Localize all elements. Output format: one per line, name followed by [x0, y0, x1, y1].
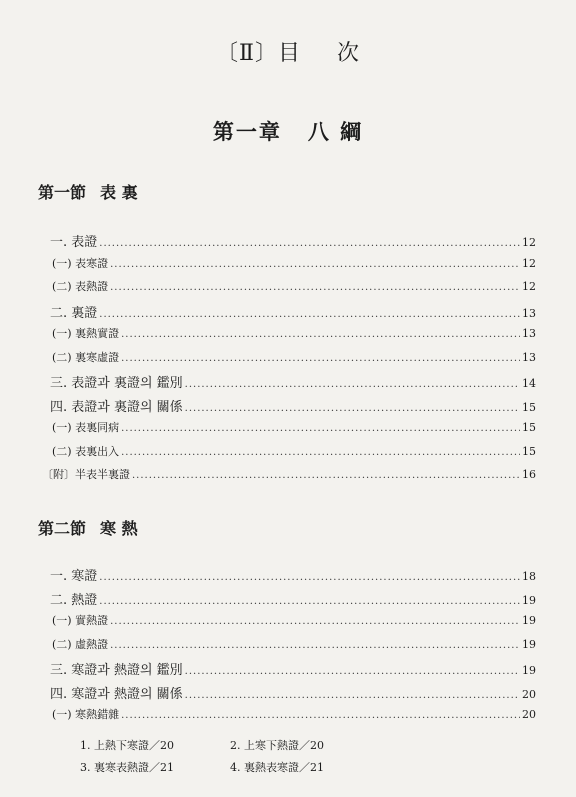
leader-dots — [121, 353, 520, 364]
leader-dots — [121, 447, 520, 458]
leader-dots — [185, 379, 520, 390]
toc-entry-label: (一) 表裏同病 — [52, 421, 120, 434]
toc-entry[interactable] — [38, 419, 536, 443]
subitem-grid — [80, 734, 420, 778]
toc-entry-page: 12 — [522, 256, 536, 270]
leader-dots — [185, 690, 520, 701]
toc-entry[interactable] — [38, 325, 536, 349]
toc-entry-page: 13 — [522, 306, 536, 320]
toc-entry[interactable] — [38, 683, 536, 707]
toc-entry-label: 一. 表證 — [50, 235, 98, 250]
toc-entry-label: 二. 熱證 — [50, 592, 98, 608]
toc-entry-page: 19 — [522, 614, 536, 627]
toc-entry-page: 18 — [522, 570, 536, 583]
subitem-row — [80, 756, 420, 778]
section-number: 第二節 — [38, 519, 87, 538]
subitem[interactable]: 2. 上寒下熱證／20 — [230, 739, 324, 752]
toc-list-section-1 — [38, 231, 536, 490]
toc-entry[interactable] — [38, 231, 536, 255]
leader-dots — [99, 596, 520, 607]
leader-dots — [110, 616, 520, 627]
toc-entry[interactable] — [38, 589, 536, 613]
chapter-number: 第一章 — [212, 119, 282, 144]
leader-dots — [99, 309, 520, 320]
toc-entry-label: (二) 表熱證 — [52, 280, 109, 293]
toc-entry[interactable] — [38, 612, 536, 636]
toc-entry-label: (一) 裏熱實證 — [52, 327, 120, 340]
leader-dots — [185, 666, 520, 677]
subitem[interactable]: 3. 裏寒表熱證／21 — [80, 761, 174, 774]
toc-entry-label: 三. 表證과 裏證의 鑑別 — [50, 376, 183, 391]
toc-entry-page: 16 — [522, 468, 536, 481]
section-number: 第一節 — [38, 183, 87, 202]
toc-entry[interactable] — [38, 443, 536, 467]
leader-dots — [121, 423, 520, 434]
toc-list-section-2 — [38, 565, 536, 730]
chapter-name: 八 綱 — [307, 119, 364, 144]
toc-entry-page: 12 — [522, 236, 536, 249]
leader-dots — [110, 640, 520, 651]
subitem[interactable]: 4. 裏熱表寒證／21 — [230, 761, 324, 774]
toc-entry-page: 15 — [522, 400, 536, 414]
toc-entry-label: (二) 表裏出入 — [52, 444, 120, 458]
subitem-row — [80, 734, 420, 756]
toc-entry[interactable] — [38, 396, 536, 420]
toc-entry-page: 20 — [522, 708, 536, 721]
toc-entry-page: 12 — [522, 280, 536, 293]
toc-entry-label: 〔附〕半表半裏證 — [42, 468, 130, 481]
toc-entry-page: 13 — [522, 327, 536, 340]
toc-entry[interactable] — [38, 349, 536, 373]
toc-entry-label: (一) 表寒證 — [52, 256, 109, 270]
toc-entry[interactable] — [38, 636, 536, 660]
subitem[interactable]: 1. 上熱下寒證／20 — [80, 739, 174, 752]
toc-entry[interactable] — [38, 466, 536, 490]
toc-entry-label: 四. 表證과 裏證의 關係 — [50, 399, 183, 415]
section-name: 寒 熱 — [100, 519, 138, 538]
leader-dots — [99, 572, 520, 583]
leader-dots — [110, 282, 520, 293]
page-title-suffix: 次 — [336, 41, 360, 66]
leader-dots — [121, 710, 520, 721]
toc-entry[interactable] — [38, 706, 536, 730]
leader-dots — [132, 470, 520, 481]
toc-entry-label: 一. 寒證 — [50, 569, 98, 584]
toc-entry[interactable] — [38, 255, 536, 279]
toc-entry-label: (二) 裏寒虛證 — [52, 350, 120, 364]
chapter-title — [0, 116, 576, 146]
section-title-2 — [38, 516, 138, 539]
toc-entry-page: 19 — [522, 664, 536, 677]
leader-dots — [185, 403, 520, 414]
toc-entry-page: 19 — [522, 637, 536, 651]
toc-entry-page: 15 — [522, 444, 536, 458]
toc-entry-label: (一) 實熱證 — [52, 614, 109, 627]
toc-entry[interactable] — [38, 278, 536, 302]
toc-entry-page: 14 — [522, 377, 536, 390]
page-title-prefix: 〔Ⅱ〕目 — [216, 41, 301, 66]
toc-entry[interactable] — [38, 565, 536, 589]
toc-entry-label: (二) 虛熱證 — [52, 637, 109, 651]
toc-entry-page: 20 — [522, 687, 536, 701]
section-title-1 — [38, 180, 138, 203]
leader-dots — [110, 259, 520, 270]
toc-entry-page: 19 — [522, 593, 536, 607]
page-title — [0, 36, 576, 67]
leader-dots — [99, 238, 520, 249]
leader-dots — [121, 329, 520, 340]
toc-entry[interactable] — [38, 659, 536, 683]
toc-entry-label: 二. 裏證 — [50, 305, 98, 321]
toc-entry-page: 15 — [522, 421, 536, 434]
toc-entry-page: 13 — [522, 350, 536, 364]
toc-entry-label: 三. 寒證과 熱證의 鑑別 — [50, 663, 183, 678]
toc-entry-label: (一) 寒熱錯雜 — [52, 708, 120, 721]
toc-entry[interactable] — [38, 302, 536, 326]
toc-entry[interactable] — [38, 372, 536, 396]
toc-entry-label: 四. 寒證과 熱證의 關係 — [50, 686, 183, 702]
section-name: 表 裏 — [100, 183, 138, 202]
